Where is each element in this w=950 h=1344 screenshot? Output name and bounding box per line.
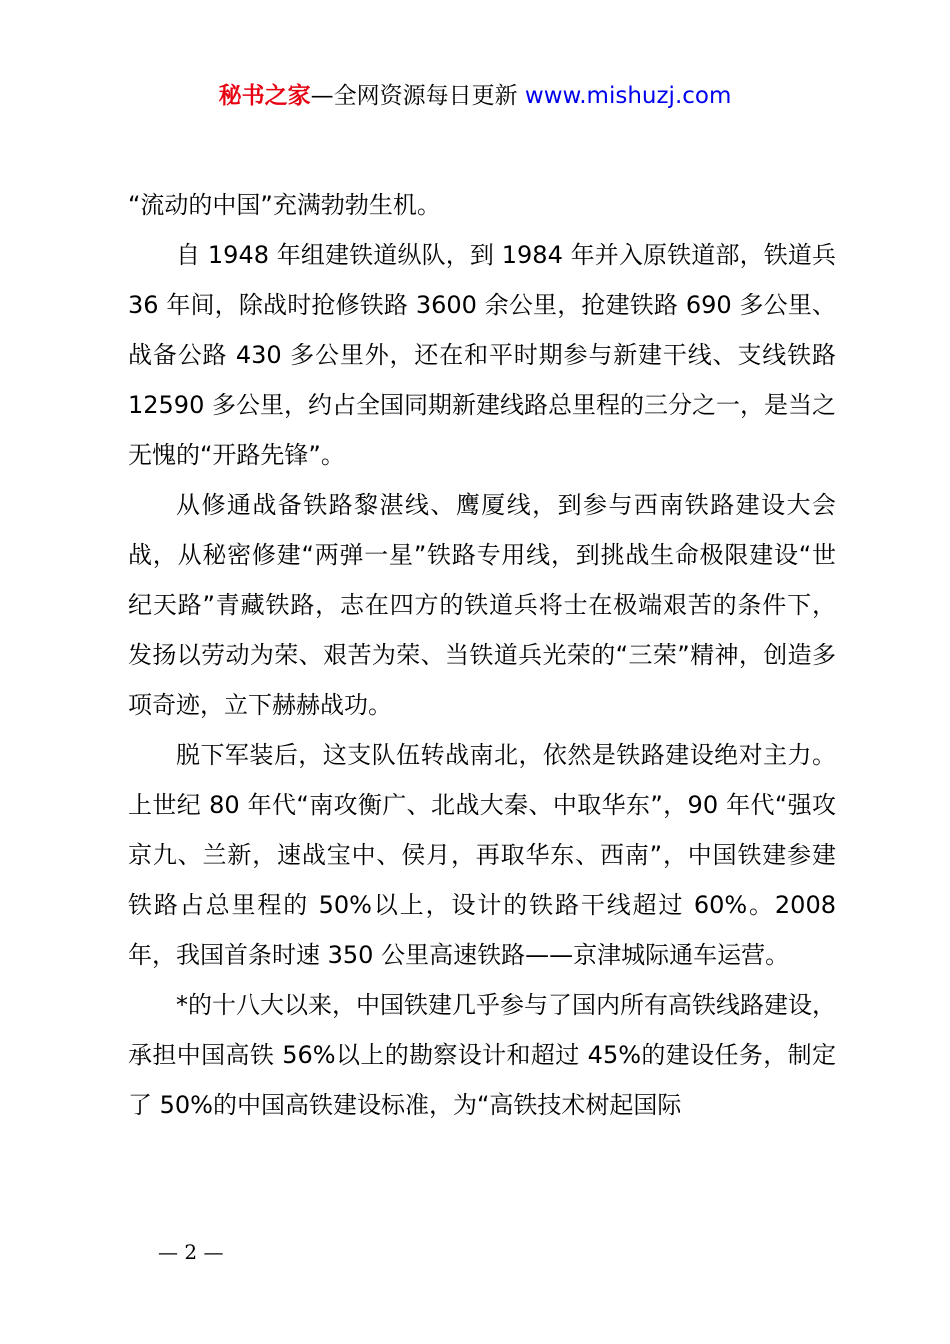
site-header [0, 80, 950, 112]
site-tagline: —全网资源每日更新 [310, 83, 525, 109]
site-brand: 秘书之家 [218, 83, 311, 109]
site-url-link[interactable]: www.mishuzj.com [524, 83, 732, 109]
document-body [128, 180, 836, 1130]
paragraph: 从修通战备铁路黎湛线、鹰厦线，到参与西南铁路建设大会战，从秘密修建“两弹一星”铁路专用线，到挑战生命极限建设“世纪天路”青藏铁路，志在四方的铁道兵将士在极端艰苦的条件下，发扬以劳动为荣、艰苦为荣、当铁道兵光荣的“三荣”精神，创造多项奇迹，立下赫赫战功。 [128, 491, 836, 719]
paragraph: 脱下军装后，这支队伍转战南北，依然是铁路建设绝对主力。上世纪 80 年代“南攻衡广、北战大秦、中取华东”，90 年代“强攻京九、兰新，速战宝中、侯月，再取华东、西南”，中国铁建参建铁路占总里程的 50%以上，设计的铁路干线超过 60%。2008 年，我国首条时速 350 公里高速铁路——京津城际通车运营。 [128, 741, 836, 969]
paragraph: *的十八大以来，中国铁建几乎参与了国内所有高铁线路建设，承担中国高铁 56%以上的勘察设计和超过 45%的建设任务，制定了 50%的中国高铁建设标准，为“高铁技术树起国际 [128, 991, 836, 1119]
paragraph-continuation: “流动的中国”充满勃勃生机。 [128, 191, 441, 219]
paragraph: 自 1948 年组建铁道纵队，到 1984 年并入原铁道部，铁道兵 36 年间，除战时抢修铁路 3600 余公里，抢建铁路 690 多公里、战备公路 430 多公里外，还在和平时期参与新建干线、支线铁路 12590 多公里，约占全国同期新建线路总里程的三分之一，是当之无愧的“开路先锋”。 [128, 241, 836, 469]
page-number: — 2 — [158, 1240, 224, 1264]
